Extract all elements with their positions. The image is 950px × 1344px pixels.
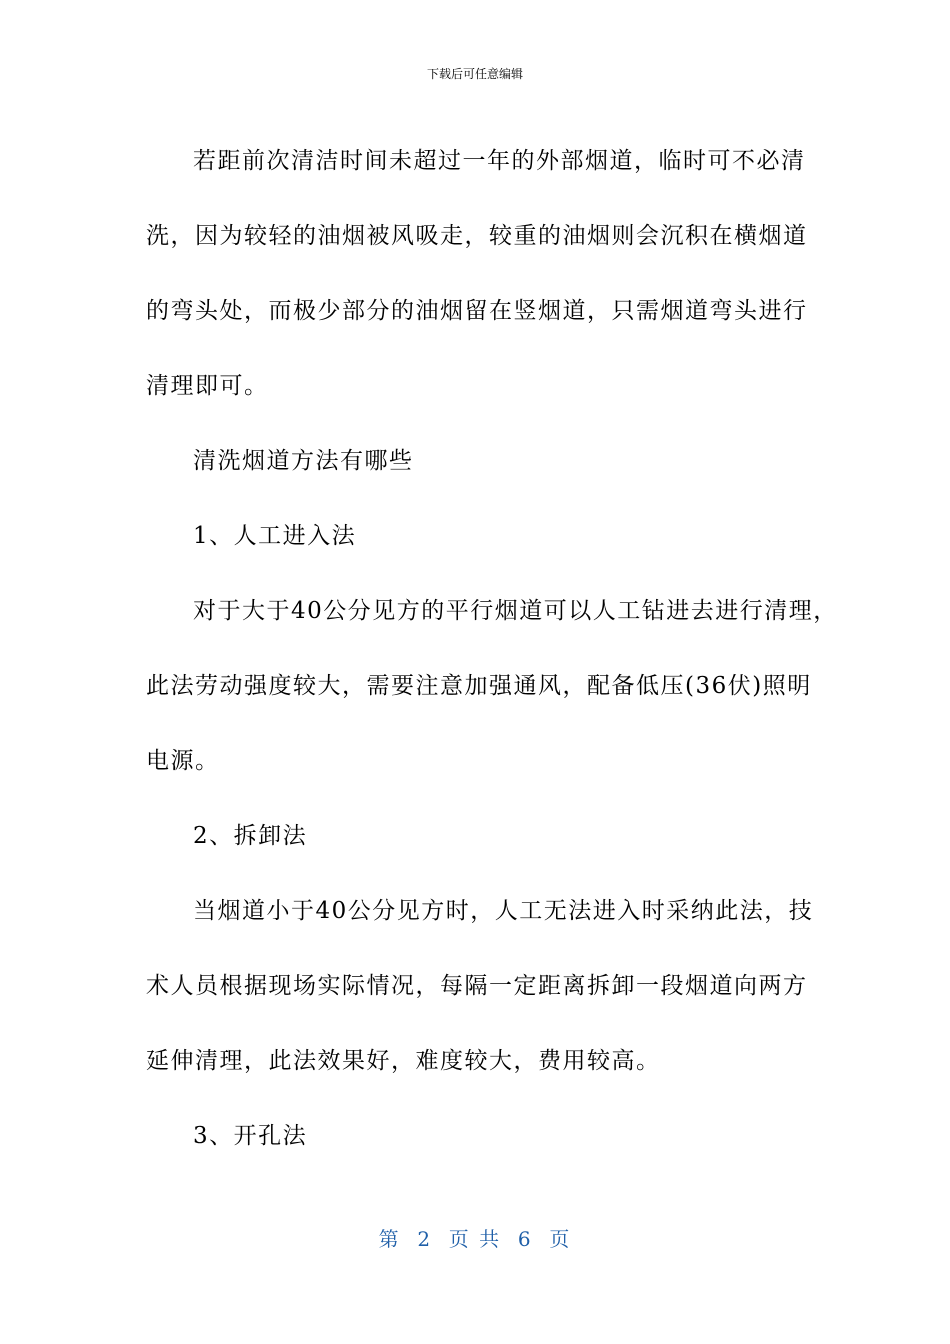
- page-footer: [0, 1226, 950, 1252]
- section-heading: 清洗烟道方法有哪些: [193, 448, 414, 474]
- paragraph-line: 对于大于40公分见方的平行烟道可以人工钻进去进行清理，: [193, 598, 838, 624]
- body-text: [146, 124, 838, 1174]
- paragraph-line: 洗，因为较轻的油烟被风吸走，较重的油烟则会沉积在横烟道: [146, 223, 808, 249]
- paragraph-line: 的弯头处，而极少部分的油烟留在竖烟道，只需烟道弯头进行: [146, 298, 808, 324]
- page-number-label: 第 2 页 共 6 页: [378, 1227, 572, 1251]
- paragraph-line: 此法劳动强度较大，需要注意加强通风，配备低压(36伏)照明: [146, 673, 812, 699]
- paragraph-line: 延伸清理，此法效果好，难度较大，费用较高。: [146, 1048, 661, 1074]
- paragraph-line: 术人员根据现场实际情况，每隔一定距离拆卸一段烟道向两方: [146, 973, 808, 999]
- page-header: 下载后可任意编辑: [426, 67, 523, 81]
- paragraph-line: 清理即可。: [146, 373, 269, 399]
- method-heading: 3、开孔法: [193, 1123, 308, 1149]
- method-heading: 1、人工进入法: [193, 523, 357, 549]
- paragraph-line: 若距前次清洁时间未超过一年的外部烟道，临时可不必清: [193, 148, 806, 174]
- method-heading: 2、拆卸法: [193, 823, 308, 849]
- paragraph-line: 电源。: [146, 748, 220, 774]
- paragraph-line: 当烟道小于40公分见方时，人工无法进入时采纳此法，技: [193, 898, 814, 924]
